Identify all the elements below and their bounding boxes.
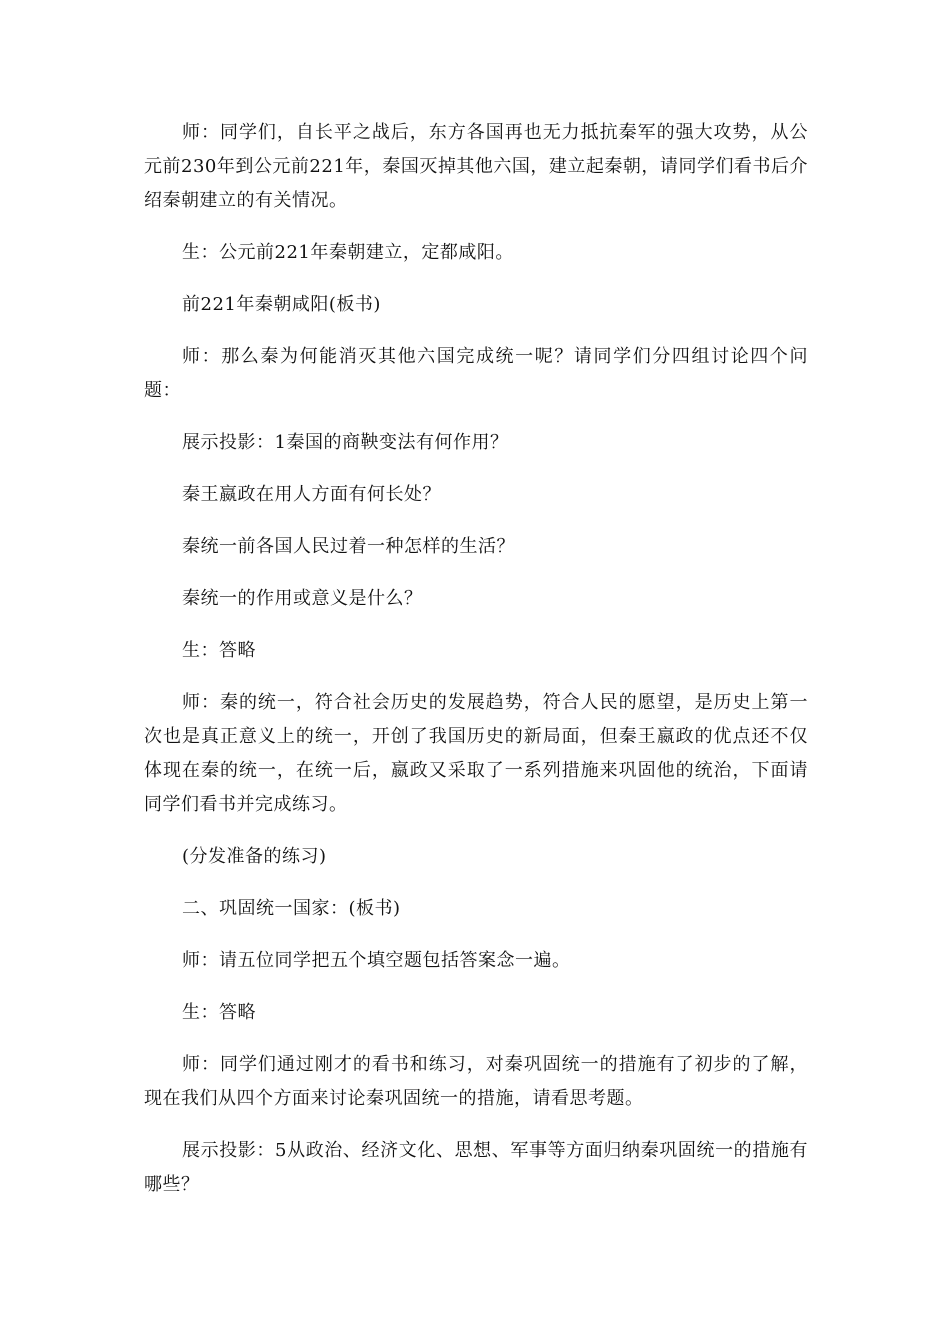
paragraph-projection-question-1: 展示投影：1秦国的商鞅变法有何作用？ [182,432,509,453]
paragraph-teacher-intro: 师：同学们，自长平之战后，东方各国再也无力抵抗秦军的强大攻势，从公元前230年到公元前221年，秦国灭掉其他六国，建立起秦朝，请同学们看书后介绍秦朝建立的有关情况。 [144,122,808,211]
paragraph-projection-question-2: 秦王嬴政在用人方面有何长处？ [182,484,441,505]
paragraph-board-note-consolidate: 二、巩固统一国家：(板书) [182,898,401,919]
paragraph-projection-question-3: 秦统一前各国人民过着一种怎样的生活？ [182,536,515,557]
document-page [144,116,808,1220]
paragraph-board-note-founding: 前221年秦朝咸阳(板书) [182,294,381,315]
paragraph-student-answer-founding: 生：公元前221年秦朝建立，定都咸阳。 [182,242,514,263]
paragraph-projection-question-5: 展示投影：5从政治、经济文化、思想、军事等方面归纳秦巩固统一的措施有哪些？ [144,1140,808,1195]
paragraph-projection-question-4: 秦统一的作用或意义是什么？ [182,588,423,609]
paragraph-student-answer-2: 生：答略 [182,1002,256,1023]
paragraph-teacher-discussion: 师：同学们通过刚才的看书和练习，对秦巩固统一的措施有了初步的了解，现在我们从四个方面来讨论秦巩固统一的措施，请看思考题。 [144,1054,808,1109]
paragraph-student-answer-1: 生：答略 [182,640,256,661]
paragraph-teacher-unification: 师：秦的统一，符合社会历史的发展趋势，符合人民的愿望，是历史上第一次也是真正意义上的统一，开创了我国历史的新局面，但秦王嬴政的优点还不仅体现在秦的统一，在统一后，嬴政又采取了一系列措施来巩固他的统治，下面请同学们看书并完成练习。 [144,692,808,815]
paragraph-distribute-exercises: (分发准备的练习) [182,846,327,867]
paragraph-teacher-question: 师：那么秦为何能消灭其他六国完成统一呢？请同学们分四组讨论四个问题： [144,346,808,401]
paragraph-teacher-fill-blanks: 师：请五位同学把五个填空题包括答案念一遍。 [182,950,571,971]
